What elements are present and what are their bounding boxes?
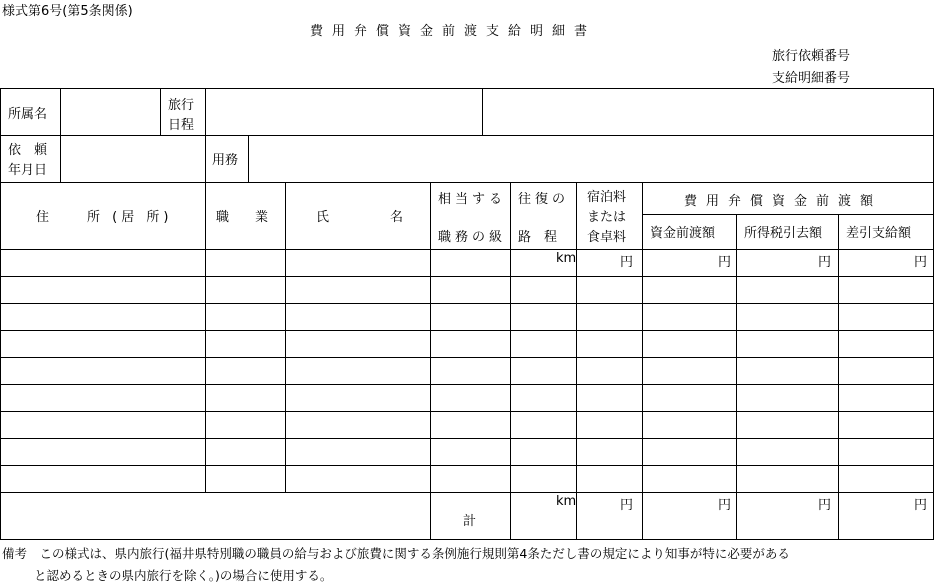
request-date-label-line2: 年月日	[8, 163, 48, 178]
column-header-income-tax-deduction: 所得税引去額	[744, 226, 823, 241]
column-group-header-advance-amounts: 費用弁償資金前渡額	[684, 194, 883, 209]
unit-yen-lodging-total: 円	[620, 498, 634, 513]
column-header-net-payment: 差引支給額	[846, 226, 912, 241]
column-header-address: 住 所 (居 所)	[36, 210, 173, 225]
travel-schedule-label-line1: 旅行	[168, 98, 195, 113]
unit-yen-advance-first-row: 円	[718, 255, 732, 270]
travel-schedule-label-line2: 日程	[168, 118, 195, 133]
column-header-route-line2: 路 程	[518, 230, 558, 245]
column-header-lodging-line3: 食卓料	[587, 230, 627, 245]
unit-yen-lodging-first-row: 円	[620, 255, 634, 270]
column-header-advance-amount: 資金前渡額	[650, 226, 716, 241]
travel-request-number-label: 旅行依頼番号	[772, 49, 851, 64]
unit-yen-net-first-row: 円	[914, 255, 928, 270]
column-header-lodging-line2: または	[587, 210, 627, 225]
unit-yen-advance-total: 円	[718, 498, 732, 513]
column-header-route-line1: 往復の	[518, 192, 570, 207]
column-header-name-first: 氏	[316, 210, 330, 225]
unit-km-total: km	[556, 494, 577, 509]
business-purpose-label: 用務	[212, 153, 239, 168]
form-number: 様式第6号(第5条関係)	[2, 4, 133, 19]
column-header-occupation: 職 業	[216, 210, 269, 225]
document-title: 費用弁償資金前渡支給明細書	[310, 24, 597, 39]
unit-km-first-row: km	[556, 251, 577, 266]
request-date-label-line1: 依 頼	[8, 143, 48, 158]
unit-yen-tax-first-row: 円	[818, 255, 832, 270]
unit-yen-net-total: 円	[914, 498, 928, 513]
column-header-grade-line2: 職務の級	[438, 230, 507, 245]
payment-detail-number-label: 支給明細番号	[772, 71, 851, 86]
column-header-lodging-line1: 宿泊料	[587, 190, 627, 205]
column-header-name-last: 名	[390, 210, 404, 225]
remarks-line-2: と認めるときの県内旅行を除く。)の場合に使用する。	[34, 568, 333, 583]
column-header-grade-line1: 相当する	[438, 192, 507, 207]
total-label: 計	[463, 514, 477, 529]
affiliation-label: 所属名	[8, 107, 48, 122]
remarks-line-1: 備考 この様式は、県内旅行(福井県特別職の職員の給与および旅費に関する条例施行規則第4条ただし書の規定により知事が特に必要がある	[2, 546, 790, 561]
unit-yen-tax-total: 円	[818, 498, 832, 513]
